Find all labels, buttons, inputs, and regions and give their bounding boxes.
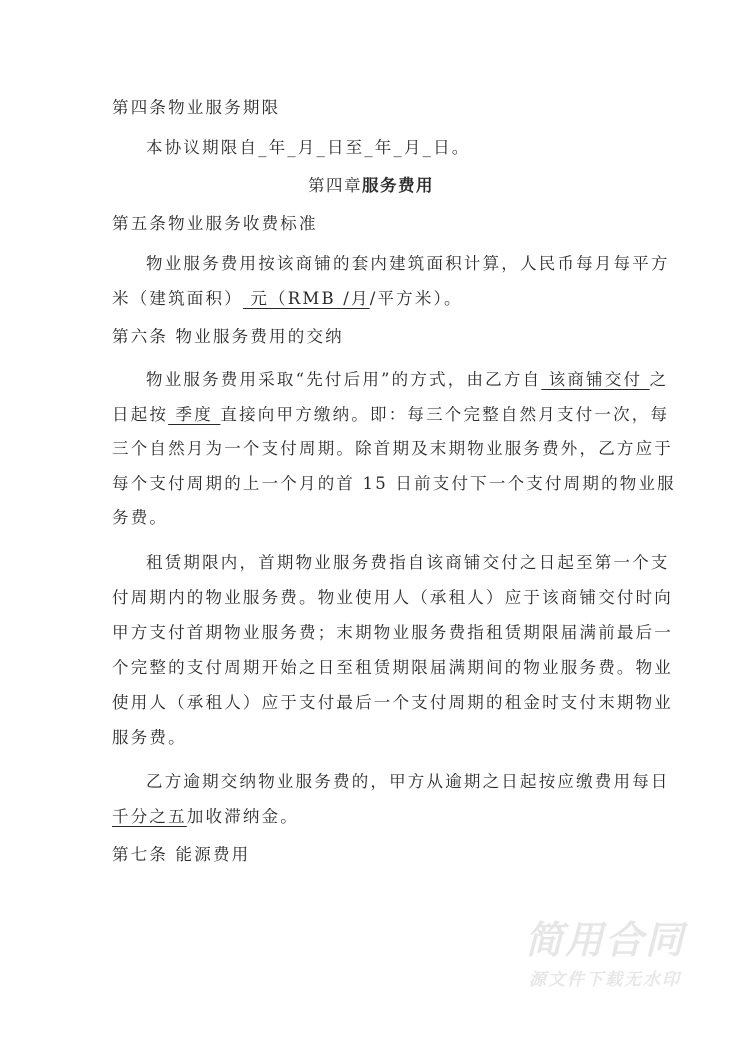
chapter4-title <box>0 176 742 196</box>
article5-line2 <box>112 289 632 309</box>
article6-p2-line1: 租赁期限内，首期物业服务费指自该商铺交付之日起至第一个支 <box>146 553 670 572</box>
article6-heading: 第六条 物业服务费用的交纳 <box>112 327 344 346</box>
watermark-subtitle: 源文件下载无水印 <box>529 970 681 990</box>
watermark <box>510 918 700 992</box>
article5-line2-pre: 米（建筑面积） <box>112 289 243 308</box>
article6-p3-line1: 乙方逾期交纳物业服务费的，甲方从逾期之日起按应缴费用每日 <box>146 772 670 791</box>
article6-p2-line2: 付周期内的物业服务费。物业使用人（承租人）应于该商铺交付时向 <box>112 588 673 607</box>
article6-p1-line1-post: 之 <box>649 370 669 389</box>
article6-p1-line3: 三个自然月为一个支付周期。除首期及末期物业服务费外，乙方应于 <box>112 439 673 458</box>
chapter4-name: 服务费用 <box>362 176 434 195</box>
article6-p2-line4: 个完整的支付周期开始之日至租赁期限届满期间的物业服务费。物业 <box>112 658 673 677</box>
chapter4-prefix: 第四章 <box>308 176 362 195</box>
article6-p1-line2 <box>112 405 670 425</box>
watermark-title: 简用合同 <box>524 918 685 962</box>
article6-p3-line2-post: 加收滞纳金。 <box>186 807 300 826</box>
article6-p1-line5: 务费。 <box>112 508 169 527</box>
article6-p2-line6: 服务费。 <box>112 728 187 747</box>
late-fee-rate-field: 千分之五 <box>112 807 187 826</box>
fee-rate-field: 元（RMB /月 <box>242 289 370 308</box>
article5-line1: 物业服务费用按该商铺的套内建筑面积计算，人民币每月每平方 <box>146 254 670 273</box>
article7-heading: 第七条 能源费用 <box>112 845 251 864</box>
article6-p2-line3: 甲方支付首期物业服务费；末期物业服务费指租赁期限届满前最后一 <box>112 623 673 642</box>
article6-p1-line2-pre: 日起按 <box>112 405 169 424</box>
article5-heading: 第五条物业服务收费标准 <box>112 214 318 233</box>
article6-p1-line2-post: 直接向甲方缴纳。即：每三个完整自然月支付一次，每 <box>220 405 670 424</box>
article5-line2-post: /平方米）。 <box>369 289 463 308</box>
article6-p1-line4: 每个支付周期的上一个月的首 15 日前支付下一个支付周期的物业服 <box>112 474 676 493</box>
article4-term-text: 本协议期限自_年_月_日至_年_月_日。 <box>146 138 471 157</box>
payment-start-field: 该商铺交付 <box>541 370 650 389</box>
article6-p1-line1-pre: 物业服务费用采取“先付后用”的方式，由乙方自 <box>146 370 542 389</box>
article4-heading: 第四条物业服务期限 <box>112 98 281 117</box>
article6-p3-line2 <box>112 807 632 827</box>
article6-p1-line1 <box>146 370 669 390</box>
article6-p2-line5: 使用人（承租人）应于支付最后一个支付周期的租金时支付末期物业 <box>112 693 673 712</box>
payment-period-field: 季度 <box>168 405 221 424</box>
